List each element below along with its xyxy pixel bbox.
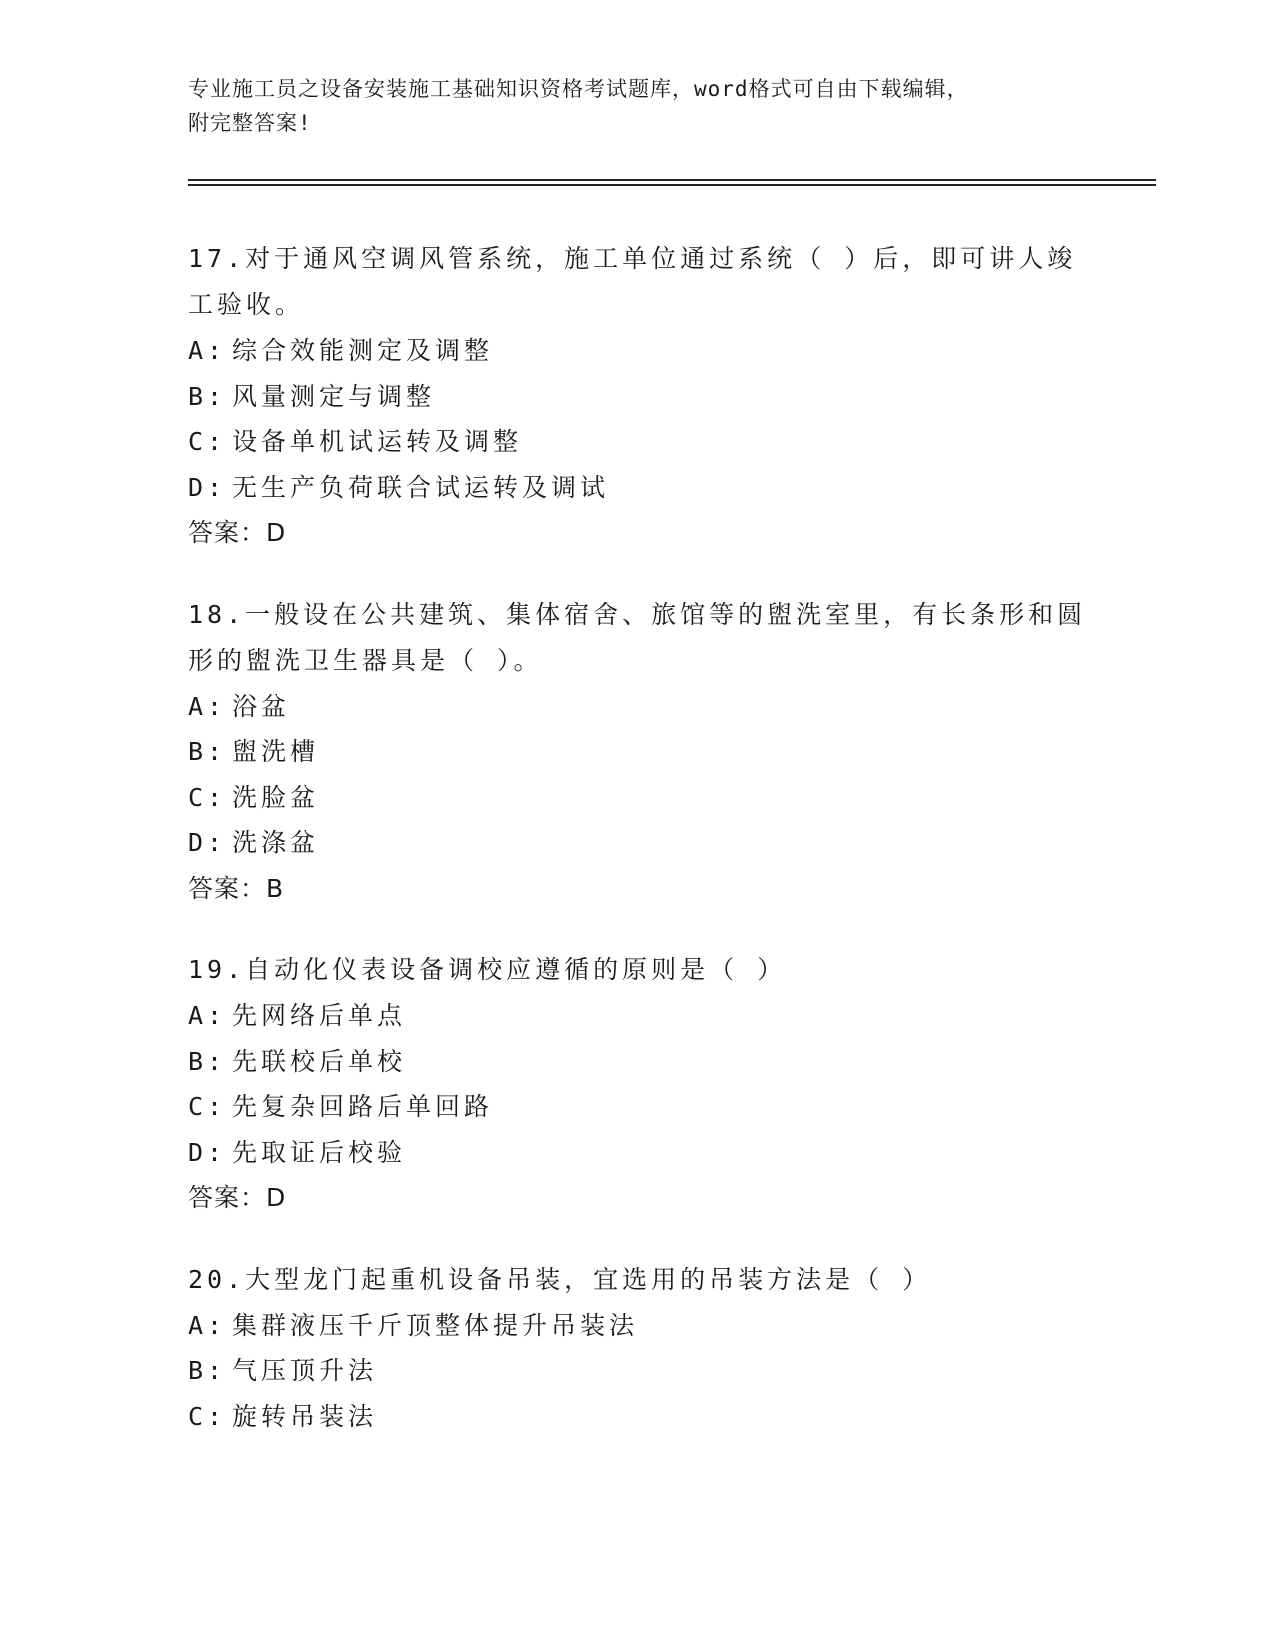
option-a bbox=[188, 328, 1088, 374]
option-text: 无生产负荷联合试运转及调试 bbox=[232, 472, 610, 502]
question-stem: 19.自动化仪表设备调校应遵循的原则是（ ） bbox=[188, 955, 787, 984]
option-c bbox=[188, 775, 1088, 821]
option-c bbox=[188, 1394, 1088, 1440]
option-b bbox=[188, 1348, 1088, 1394]
option-letter: A: bbox=[188, 1001, 227, 1030]
option-letter: B: bbox=[188, 1046, 227, 1076]
option-text: 综合效能测定及调整 bbox=[232, 336, 494, 365]
option-letter: C: bbox=[188, 782, 227, 812]
option-text: 旋转吊装法 bbox=[232, 1401, 378, 1431]
option-c bbox=[188, 1084, 1088, 1130]
option-b bbox=[188, 1039, 1088, 1085]
document-header bbox=[188, 72, 1088, 140]
option-a bbox=[188, 993, 1088, 1039]
option-text: 先取证后校验 bbox=[232, 1137, 407, 1167]
option-text: 浴盆 bbox=[232, 691, 291, 721]
option-letter: D: bbox=[188, 1137, 227, 1167]
option-letter: B: bbox=[188, 381, 227, 411]
option-text: 气压顶升法 bbox=[232, 1356, 378, 1385]
option-c bbox=[188, 419, 1088, 465]
answer-line: 答案：D bbox=[188, 518, 287, 547]
option-text: 风量测定与调整 bbox=[232, 381, 436, 411]
header-line-2: 附完整答案! bbox=[188, 111, 312, 135]
option-letter: B: bbox=[188, 737, 227, 766]
option-letter: C: bbox=[188, 1401, 227, 1431]
option-letter: C: bbox=[188, 427, 227, 456]
option-text: 设备单机试运转及调整 bbox=[232, 427, 523, 456]
option-b bbox=[188, 729, 1088, 775]
option-letter: D: bbox=[188, 472, 227, 502]
question-20 bbox=[188, 1257, 1088, 1440]
option-text: 先复杂回路后单回路 bbox=[232, 1092, 494, 1121]
option-text: 先联校后单校 bbox=[232, 1046, 407, 1076]
question-stem: 18.一般设在公共建筑、集体宿舍、旅馆等的盥洗室里，有长条形和圆形的盥洗卫生器具是（ ）。 bbox=[188, 599, 1087, 675]
option-letter: D: bbox=[188, 828, 227, 857]
question-list bbox=[188, 236, 1088, 1475]
option-letter: B: bbox=[188, 1356, 227, 1385]
option-letter: A: bbox=[188, 691, 227, 721]
option-letter: A: bbox=[188, 1310, 227, 1340]
option-text: 先网络后单点 bbox=[232, 1001, 407, 1030]
answer-line: 答案：B bbox=[188, 873, 285, 903]
option-a bbox=[188, 684, 1088, 730]
header-line-1: 专业施工员之设备安装施工基础知识资格考试题库，word格式可自由下载编辑， bbox=[188, 77, 969, 101]
option-text: 集群液压千斤顶整体提升吊装法 bbox=[232, 1310, 639, 1340]
header-divider-bottom bbox=[188, 184, 1156, 186]
question-17 bbox=[188, 236, 1088, 556]
option-letter: C: bbox=[188, 1092, 227, 1121]
option-text: 盥洗槽 bbox=[232, 737, 320, 766]
question-18 bbox=[188, 592, 1088, 912]
option-d bbox=[188, 820, 1088, 866]
option-text: 洗涤盆 bbox=[232, 828, 320, 857]
question-stem: 17.对于通风空调风管系统，施工单位通过系统（ ）后，即可讲人竣工验收。 bbox=[188, 244, 1077, 319]
option-letter: A: bbox=[188, 336, 227, 365]
question-stem: 20.大型龙门起重机设备吊装，宜选用的吊装方法是（ ） bbox=[188, 1264, 932, 1294]
answer-line: 答案：D bbox=[188, 1183, 287, 1212]
option-d bbox=[188, 1130, 1088, 1176]
option-text: 洗脸盆 bbox=[232, 782, 320, 812]
option-d bbox=[188, 465, 1088, 511]
option-b bbox=[188, 374, 1088, 420]
header-divider-top bbox=[188, 179, 1156, 181]
option-a bbox=[188, 1303, 1088, 1349]
question-19 bbox=[188, 947, 1088, 1221]
